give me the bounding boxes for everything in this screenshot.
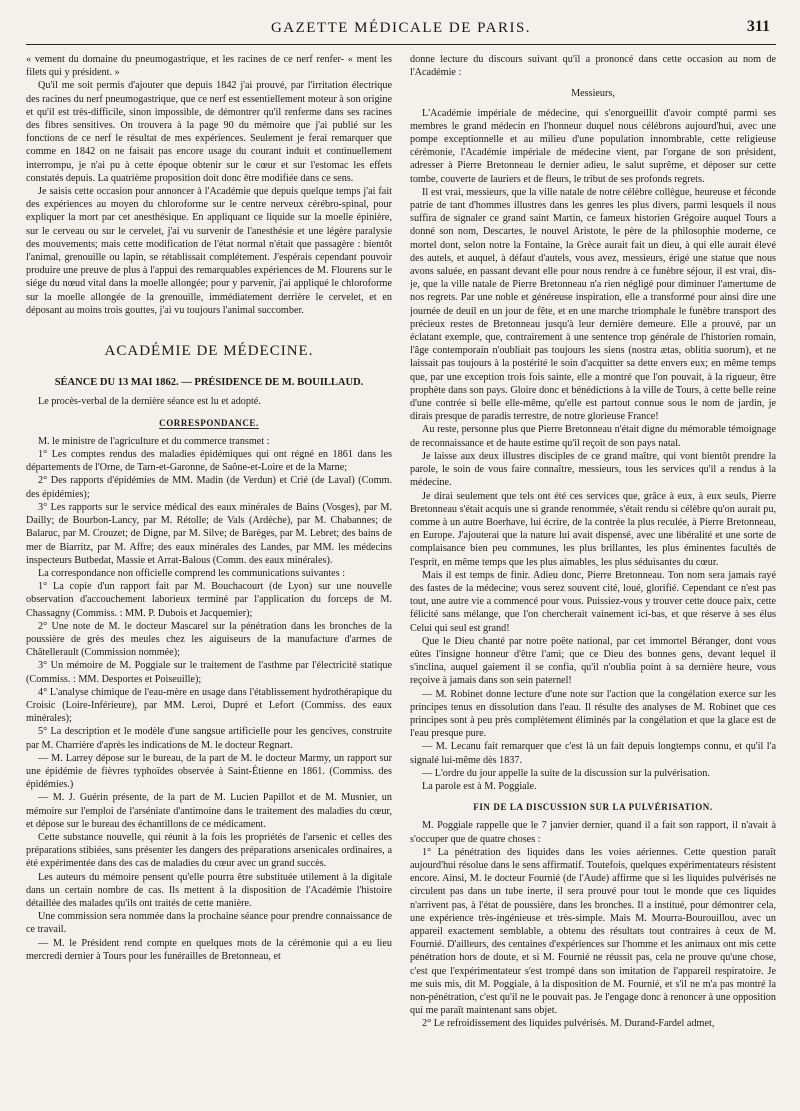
list-item: 1° La pénétration des liquides dans les voies aériennes. Cette question paraît aujourd'hui résolue dans le sens affirmatif. Toutefois, quelques expérimentateurs résistent encore. Ainsi, M. le docteur Fournié (de l'Aude) affirme que si les liquides pulvérisés ne circulent pas dans un tube inerte, il sera prouvé pour tout le monde que ces liquides n'arrivent pas, à l'état de poussière, dans les bronches. Il a institué, pour démontrer cela, une expérience très-ingénieuse et très-simple. Mais M. Mourra-Bourouillou, avec un appareil exactement semblable, a obtenu des résultats tout contraires à ceux de M. Fournié. D'ailleurs, des centaines d'expériences sur l'homme et les animaux ont mis cette pénétration hors de doute, et si M. Fournié ne réussit pas, cela ne prouve qu'une chose, c'est que l'expérimentateur s'est trompé dans son imitation de l'appareil respiratoire. Je me suis mis, dit M. Poggiale, à la disposition de M. Fournié, et s'il ne m'a pas montré la non-pénétration, c'est qu'il ne le pouvait pas. Je l'engage donc à renoncer à une opposition qui me paraît maintenant sans objet. [410, 846, 776, 1017]
list-item: 3° Les rapports sur le service médical des eaux minérales de Bains (Vosges), par M. Dailly; de Bourbon-Lancy, par M. Rétolle; de Vals (Ardèche), par M. Chabannes; de Balaruc, par M. Crouzet; de Digne, par M. Silve; de Barèges, par M. Lebret; des bains de mer de Biarritz, par M. Affre; des eaux minérales des Landes, par MM. les médecins inspecteurs Butbedat, Massie et Arrat-Balous (Comm. des eaux minérales). [26, 501, 392, 566]
salutation: Messieurs, [571, 88, 615, 100]
paragraph: Au reste, personne plus que Pierre Bretonneau n'était digne du mémorable témoignage de reconnaissance et de haute estime qu'il reçoit de son pays natal. [410, 424, 776, 449]
paragraph: — M. Larrey dépose sur le bureau, de la part de M. le docteur Marmy, un rapport sur une épidémie de fièvres typhoïdes observée à Saint-Étienne en 1861. (Commiss. des épidémies.) [26, 752, 392, 791]
subsection-heading [26, 417, 392, 430]
paragraph: Le procès-verbal de la dernière séance est lu et adopté. [38, 396, 261, 408]
list-item: 2° Des rapports d'épidémies de MM. Madin (de Verdun) et Crié (de Laval) (Comm. des épidémies); [26, 475, 392, 500]
paragraph: — M. le Président rend compte en quelques mots de la cérémonie qui a eu lieu mercredi dernier à Tours pour les funérailles de Bretonneau, et [26, 937, 392, 962]
list-item: 2° Une note de M. le docteur Mascarel sur la pénétration dans les bronches de la poussière de grès des meules chez les aiguiseurs de la manufacture d'armes de Châtellerault (Commission nommée); [26, 620, 392, 659]
paragraph: La correspondance non officielle comprend les communications suivantes : [38, 567, 346, 579]
paragraph: L'Académie impériale de médecine, qui s'enorgueillit d'avoir compté parmi ses membres le grand médecin en l'honneur duquel nous célébrons aujourd'hui, avec une pompe exceptionnelle et au milieu d'une population innombrable, cette religieuse cérémonie, l'Académie impériale de médecine vient, par l'organe de son président, adresser à Pierre Bretonneau le dernier adieu, le salut suprême, et déposer sur cette tombe, couverte de lauriers et de fleurs, le tribut de ses profonds regrets. [410, 107, 776, 185]
session-heading: SÉANCE DU 13 MAI 1862. — PRÉSIDENCE DE M. BOUILLAUD. [54, 377, 364, 389]
list-item: 1° La copie d'un rapport fait par M. Bouchacourt (de Lyon) sur une nouvelle observation d'accouchement laborieux terminé par l'application du forceps de M. Chassagny (Commiss. : MM. P. Dubois et Jacquemier); [26, 581, 392, 619]
paragraph: — M. J. Guérin présente, de la part de M. Lucien Papillot et de M. Musnier, un mémoire sur l'emploi de l'arséniate d'antimoine dans le traitement des maladies du cœur, et dépose sur le bureau des échantillons de ce médicament. [26, 792, 392, 830]
section-title: ACADÉMIE DE MÉDECINE. [104, 343, 314, 360]
paragraph: Je laisse aux deux illustres disciples de ce grand maître, qui vont bientôt prendre la parole, le soin de vous faire connaître, messieurs, tous les services qu'il a rendus à la médecine. [410, 450, 776, 489]
list-item: 1° Les comptes rendus des maladies épidémiques qui ont régné en 1861 dans les départements de l'Orne, de Tarn-et-Garonne, de Saône-et-Loire et de la Marne; [26, 449, 392, 474]
subsection-heading: FIN DE LA DISCUSSION SUR LA PULVÉRISATION. [473, 802, 713, 813]
paragraph: M. Poggiale rappelle que le 7 janvier dernier, quand il a fait son rapport, il n'avait à s'occuper que de quatre choses : [410, 820, 776, 845]
paragraph: Cette substance nouvelle, qui réunit à la fois les propriétés de l'arsenic et celles des préparations stibiées, sans présenter les dangers des préparations arsenicales ordinaires, a été expérimentée dans des cas de maladies du cœur avec un grand succès. [26, 831, 392, 870]
subsection-heading-text: CORRESPONDANCE. [159, 417, 259, 428]
list-item: 2° Le refroidissement des liquides pulvérisés. M. Durand-Fardel admet, [422, 1018, 715, 1030]
list-item: 3° Un mémoire de M. Poggiale sur le traitement de l'asthme par l'électricité statique (Commiss. : MM. Desportes et Poiseuille); [26, 660, 392, 685]
page-number: 311 [746, 18, 770, 35]
paragraph: — L'ordre du jour appelle la suite de la discussion sur la pulvérisation. [422, 767, 710, 779]
paragraph: Je dirai seulement que tels ont été ces services que, grâce à eux, à eux seuls, Pierre Bretonneau s'était acquis une si grande renommée, s'était rendu si célèbre qu'on aurait pu, comme à un autre Boerhave, lui écrire, de la contrée la plus reculée, à Pierre Bretonneau, en Europe. J'ajouterai que la nature lui avait dispensé, avec une libéralité et une sorte de complaisance bien peu communes, les plus brillantes, les plus éminentes facultés de l'esprit, en même temps que les plus aimables, les plus séduisantes du cœur. [410, 490, 776, 568]
paragraph: — M. Lecanu fait remarquer que c'est là un fait depuis longtemps connu, et qu'il l'a signalé lui-même dès 1837. [410, 741, 776, 766]
paragraph: Une commission sera nommée dans la prochaine séance pour prendre connaissance de ce travail. [26, 911, 392, 936]
paragraph: Qu'il me soit permis d'ajouter que depuis 1842 j'ai prouvé, par l'irritation électrique des racines du nerf pneumogastrique, que ce nerf est essentiellement moteur à son origine et qu'il est très-difficile, sinon impossible, de démontrer qu'il renferme dans ses racines des fibres sensitives. On trouvera à la page 90 du mémoire que j'ai publié sur les fonctions de ce nerf le résultat de mes expériences. Seulement je ferai remarquer que comme en 1842 on ne faisait pas encore usage du courant induit et continuellement interrompu, je n'ai pu à cette époque obtenir sur le cœur et sur l'estomac les effets constatés depuis. La quatrième proposition doit donc être modifiée dans ce sens. [26, 80, 392, 184]
journal-title: GAZETTE MÉDICALE DE PARIS. [270, 20, 532, 36]
paragraph: La parole est à M. Poggiale. [422, 780, 537, 792]
paragraph: Que le Dieu chanté par notre poëte national, par cet immortel Béranger, dont vous eûtes l'insigne honneur d'être l'ami; que ce Dieu des bonnes gens, devant lequel il s'inclina, auquel gaiement il se confia, qu'il n'oublia point à sa dernière heure, vous reçoive à jamais dans son sein paternel! [410, 635, 776, 687]
list-item: 4° L'analyse chimique de l'eau-mère en usage dans l'établissement hydrothérapique du Croisic (Loire-Inférieure), par MM. Leroi, Dupré et Lefort (Commiss. des eaux minérales); [26, 686, 392, 725]
paragraph: « vement du domaine du pneumogastrique, et les racines de ce nerf renfer- « ment les filets qui y président. » [26, 54, 392, 79]
running-header [26, 14, 776, 45]
left-column [26, 53, 392, 1111]
right-column [410, 53, 776, 1111]
paragraph: Les auteurs du mémoire pensent qu'elle pourra être substituée utilement à la digitale dans un certain nombre de cas. Ils mettent à la disposition de l'Académie l'histoire détaillée des malades qu'ils ont traités de cette manière. [26, 871, 392, 909]
paragraph: donne lecture du discours suivant qu'il a prononcé dans cette occasion au nom de l'Académie : [410, 54, 776, 79]
paragraph: Il est vrai, messieurs, que la ville natale de notre célèbre collègue, heureuse et féconde patrie de tant d'hommes illustres dans les genres les plus divers, parmi lesquels il nous suffira de signaler ce grand saint Martin, ce fameux historien Grégoire auquel Tours a donné son nom, Descartes, le nouvel Aristote, le père de la philosophie moderne, ce mortel dont, selon notre la Fontaine, la Grèce aurait fait un dieu, à qui elle aurait élevé des autels, et auquel, à défaut d'autels, vous avez, messieurs, érigé une statue que nous avons saluée, en passant devant elle pour nous rendre à ce funèbre séjour, il est vrai, dis-je, que la ville natale de Pierre Bretonneau n'a rien négligé pour diminuer l'amertume de nos regrets. Par une noble et généreuse inspiration, elle a transformé pour ainsi dire une journée de deuil en un jour de fête, et en une marche triomphale le funèbre transport des précieux restes de Bretonneau jusqu'à leur dernière demeure. Elle a prouvé, par un éclatant exemple, que, contrairement à une sentence trop générale de l'historien romain, l'âge contemporain n'oubliait pas toujours les siens (nostra ætas, oblitia suorum), et ne laissait pas toujours à la postérité le soin d'acquitter sa dette envers eux; en même temps que, par une exception trois fois sainte, elle a montré que l'on pouvait, à la rigueur, être prophète dans son pays. Gloire donc et bénédictions à la ville de Tours, à cette belle reine d'une contrée si belle elle-même, qu'elle est partout connue sous le nom de jardin, je dirais presque de paradis terrestre, de notre glorieuse France! [410, 186, 776, 423]
paragraph: Je saisis cette occasion pour annoncer à l'Académie que depuis quelque temps j'ai fait des expériences au moyen du chloroforme sur le centre nerveux cérébro-spinal, pour expliquer la mort par cet anesthésique. En appliquant ce liquide sur la moelle épinière, sur le cerveau ou sur le cervelet, j'ai vu survenir de l'anesthésie et une légère paralysie des mouvements; mais cette modification de l'état normal n'était que passagère : bientôt l'animal, grenouille ou lapin, se rétablissait complétement. J'espérais cependant pouvoir produire une preuve de plus à l'appui des remarquables expériences de M. Flourens sur le siége du nœud vital dans la moelle allongée; pour y parvenir, j'ai appliqué le chloroforme sur la moelle allongée de la grenouille, immédiatement derrière le cervelet, et en déposant au moins trois gouttes, j'ai vu toujours l'animal succomber. [26, 186, 392, 316]
paragraph: — M. Robinet donne lecture d'une note sur l'action que la congélation exerce sur les principes tenus en dissolution dans l'eau. Il résulte des analyses de M. Robinet que ces principes sont à peu près complètement éliminés par la congélation et que la glace est de l'eau presque pure. [410, 688, 776, 740]
paragraph: M. le ministre de l'agriculture et du commerce transmet : [38, 435, 270, 447]
paragraph: Mais il est temps de finir. Adieu donc, Pierre Bretonneau. Ton nom sera jamais rayé des fastes de la médecine; vous serez souvent cité, loué, glorifié. Cependant ce n'est pas tout, une autre vie a commencé pour vous. Puissiez-vous y trouver cette douce paix, cette félicité sans mélange, que l'on chercherait vainement ici-bas, et que réserve à ses élus Celui qui seul est grand! [410, 569, 776, 634]
text-columns [26, 53, 776, 1111]
list-item: 5° La description et le modèle d'une sangsue artificielle pour les gencives, construite par M. Charrière d'après les indications de M. le docteur Regnart. [26, 726, 392, 751]
